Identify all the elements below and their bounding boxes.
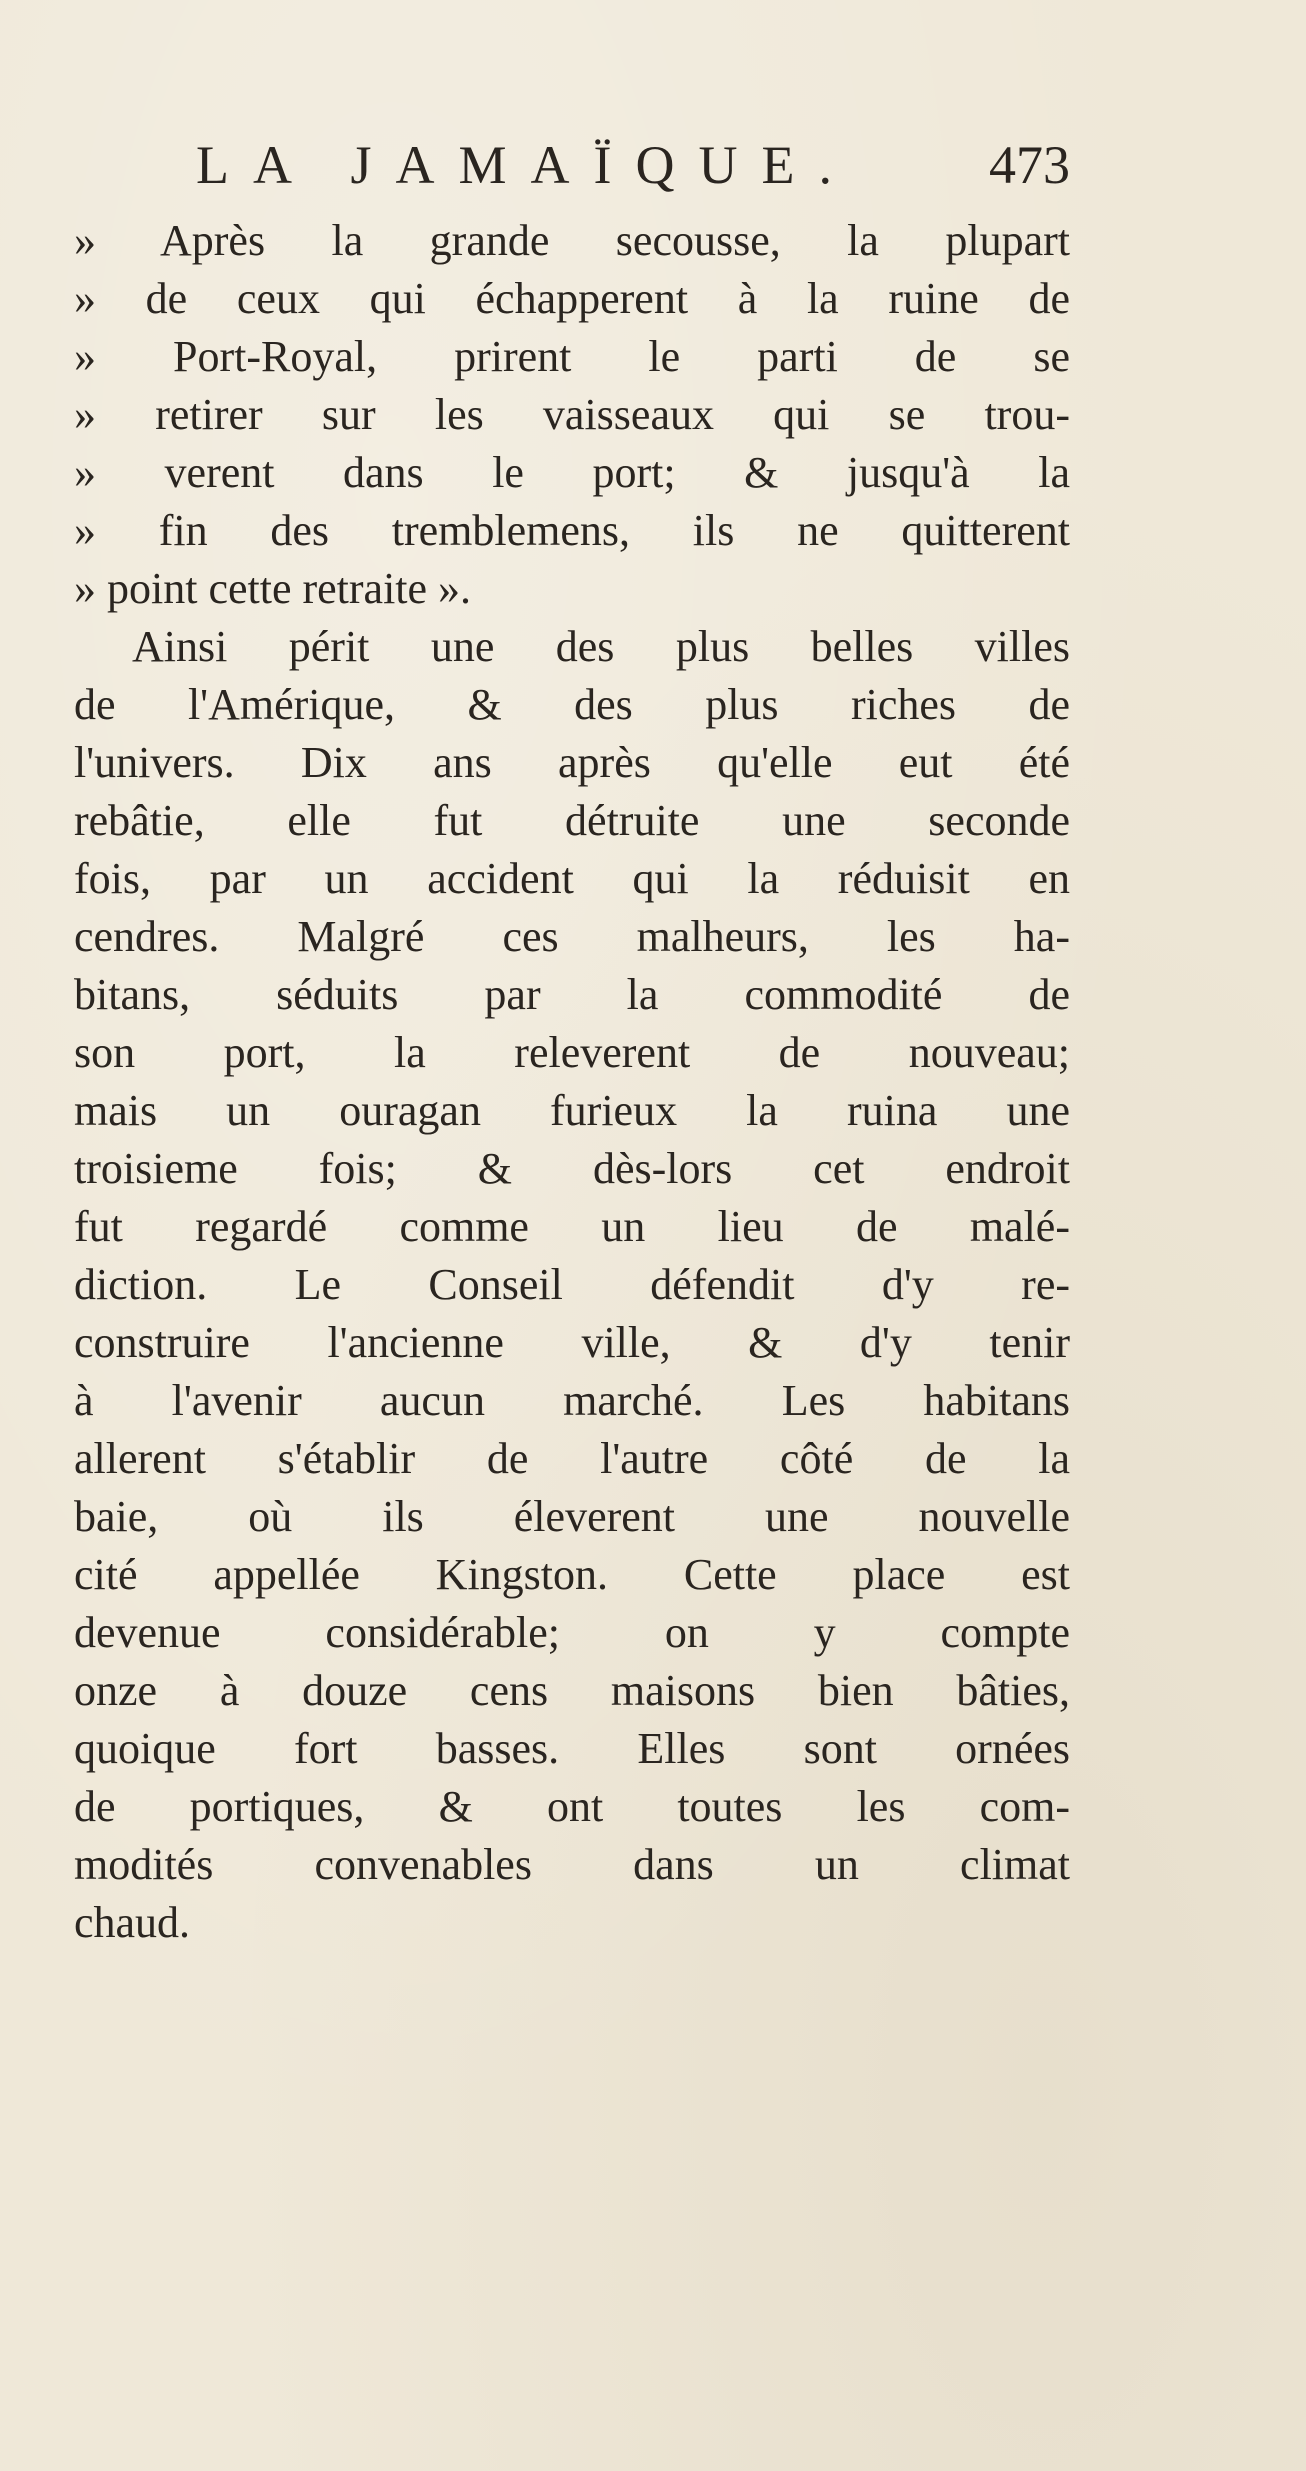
text-line: troisieme fois; & dès-lors cet endroit <box>74 1144 1070 1193</box>
page-number: 473 <box>989 135 1070 195</box>
text-line: quoique fort basses. Elles sont ornées <box>74 1724 1070 1773</box>
text-line: » fin des tremblemens, ils ne quitterent <box>74 506 1070 555</box>
text-line: cendres. Malgré ces malheurs, les ha- <box>74 912 1070 961</box>
body-text <box>74 212 1070 1952</box>
text-line: allerent s'établir de l'autre côté de la <box>74 1434 1070 1483</box>
text-line: mais un ouragan furieux la ruina une <box>74 1086 1070 1135</box>
text-line: l'univers. Dix ans après qu'elle eut été <box>74 738 1070 787</box>
text-line: son port, la releverent de nouveau; <box>74 1028 1070 1077</box>
text-line: » Après la grande secousse, la plupart <box>74 216 1070 265</box>
text-line: diction. Le Conseil défendit d'y re- <box>74 1260 1070 1309</box>
text-line: construire l'ancienne ville, & d'y tenir <box>74 1318 1070 1367</box>
text-line: à l'avenir aucun marché. Les habitans <box>74 1376 1070 1425</box>
text-line: de l'Amérique, & des plus riches de <box>74 680 1070 729</box>
text-line: bitans, séduits par la commodité de <box>74 970 1070 1019</box>
text-line: cité appellée Kingston. Cette place est <box>74 1550 1070 1599</box>
text-line: » retirer sur les vaisseaux qui se trou- <box>74 390 1070 439</box>
text-line: Ainsi périt une des plus belles villes <box>132 622 1070 671</box>
text-line: rebâtie, elle fut détruite une seconde <box>74 796 1070 845</box>
text-line: » verent dans le port; & jusqu'à la <box>74 448 1070 497</box>
text-line: chaud. <box>74 1898 191 1947</box>
text-line: devenue considérable; on y compte <box>74 1608 1070 1657</box>
text-line: fois, par un accident qui la réduisit en <box>74 854 1070 903</box>
text-line: » point cette retraite ». <box>74 564 472 613</box>
text-line: » Port-Royal, prirent le parti de se <box>74 332 1070 381</box>
text-line: baie, où ils éleverent une nouvelle <box>74 1492 1070 1541</box>
text-line: onze à douze cens maisons bien bâties, <box>74 1666 1070 1715</box>
text-line: » de ceux qui échapperent à la ruine de <box>74 274 1070 323</box>
page-header <box>196 120 1070 210</box>
text-line: modités convenables dans un climat <box>74 1840 1070 1889</box>
text-line: fut regardé comme un lieu de malé- <box>74 1202 1070 1251</box>
running-title: LA JAMAÏQUE. <box>196 135 856 195</box>
text-line: de portiques, & ont toutes les com- <box>74 1782 1070 1831</box>
